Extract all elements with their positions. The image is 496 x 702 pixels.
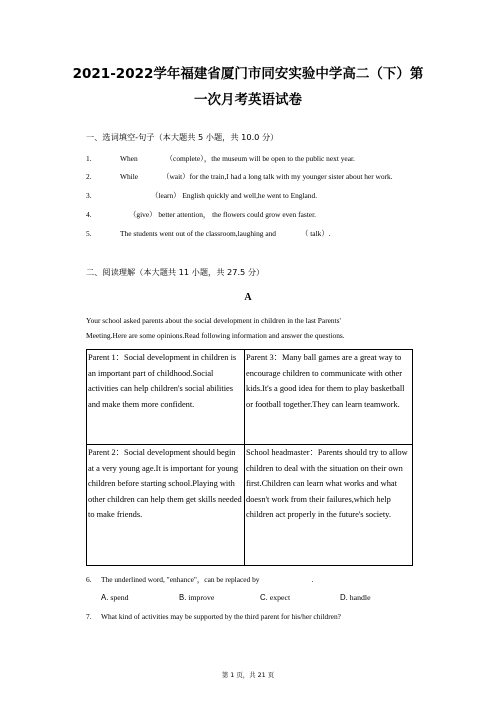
question-number: 3. bbox=[86, 191, 92, 200]
opinions-table bbox=[86, 349, 413, 566]
question-number: 4. bbox=[86, 210, 92, 219]
intro-line-2: Meeting.Here are some opinions.Read following information and answer the questions. bbox=[86, 331, 345, 340]
question-number: 7. bbox=[86, 612, 92, 621]
table-cell: Parent 1：Social development in children is an important part of childhood.Social activities can help children's social abilities and make them more confident. bbox=[87, 350, 245, 445]
title-line-2: 一次月考英语试卷 bbox=[194, 92, 302, 108]
question-3 bbox=[86, 190, 426, 201]
question-4 bbox=[86, 209, 426, 220]
question-number: 5. bbox=[86, 229, 92, 238]
section-2-heading: 二、阅读理解（本大题共 11 小题，共 27.5 分） bbox=[86, 267, 265, 277]
option-text: improve bbox=[188, 593, 215, 602]
question-number: 1. bbox=[86, 154, 92, 163]
question-text: The students went out of the classroom,laughing and bbox=[120, 229, 276, 238]
question-number: 6. bbox=[86, 575, 92, 584]
option-b[interactable] bbox=[179, 592, 260, 603]
intro-line-1: Your school asked parents about the social development in children in the last Parents' bbox=[86, 316, 341, 325]
question-number: 2. bbox=[86, 172, 92, 181]
option-letter: B. bbox=[179, 593, 187, 602]
option-letter: A. bbox=[101, 593, 109, 602]
passage-label: A bbox=[244, 292, 252, 303]
question-2 bbox=[86, 171, 426, 182]
title-line-1: 2021-2022学年福建省厦门市同安实验中学高二（下）第 bbox=[72, 66, 424, 82]
section-1-heading: 一、选词填空-句子（本大题共 5 小题，共 10.0 分） bbox=[86, 132, 279, 142]
table-cell: Parent 3：Many ball games are a great way to encourage children to communicate with other kids.It's a good idea for them to play basketball or football together.They can learn teamwork. bbox=[245, 350, 413, 445]
table-cell: School headmaster：Parents should try to allow children to deal with the situation on their own first.Children can learn what works and what doesn't work from their failures,which help children act properly in the future's society. bbox=[245, 445, 413, 566]
option-d[interactable] bbox=[340, 592, 371, 603]
option-letter: D. bbox=[340, 593, 348, 602]
option-text: spend bbox=[110, 593, 129, 602]
option-text: expect bbox=[269, 593, 291, 602]
option-a[interactable] bbox=[101, 592, 179, 603]
option-text: handle bbox=[349, 593, 371, 602]
option-letter: C. bbox=[260, 593, 268, 602]
question-text: While bbox=[120, 172, 139, 181]
question-5 bbox=[86, 228, 426, 239]
question-6-options bbox=[101, 592, 421, 603]
table-row bbox=[87, 445, 413, 566]
page-footer: 第 1 页，共 21 页 bbox=[221, 671, 275, 679]
question-text: （wait）for the train,I had a long talk with my younger sister about her work. bbox=[162, 172, 393, 181]
question-text: （complete），the museum will be open to the public next year. bbox=[165, 154, 355, 163]
question-text: （give） better attention， the flowers could grow even faster. bbox=[129, 210, 316, 219]
question-text: The underlined word, "enhance"，can be replaced by bbox=[101, 575, 260, 584]
question-text: When bbox=[120, 154, 138, 163]
question-6 bbox=[86, 574, 426, 585]
passage-intro bbox=[86, 313, 412, 343]
question-text: （learn） English quickly and well,he went to England. bbox=[151, 191, 318, 200]
question-1 bbox=[86, 153, 426, 164]
question-text: （ talk）. bbox=[301, 229, 331, 238]
question-text: . bbox=[311, 575, 314, 584]
question-text: What kind of activities may be supported by the third parent for his/her children? bbox=[101, 612, 341, 621]
table-cell: Parent 2：Social development should begin at a very young age.It is important for young children before starting school.Playing with other children can help them get skills needed to make friends. bbox=[87, 445, 245, 566]
option-c[interactable] bbox=[260, 592, 340, 603]
table-row bbox=[87, 350, 413, 445]
question-7 bbox=[86, 611, 426, 622]
